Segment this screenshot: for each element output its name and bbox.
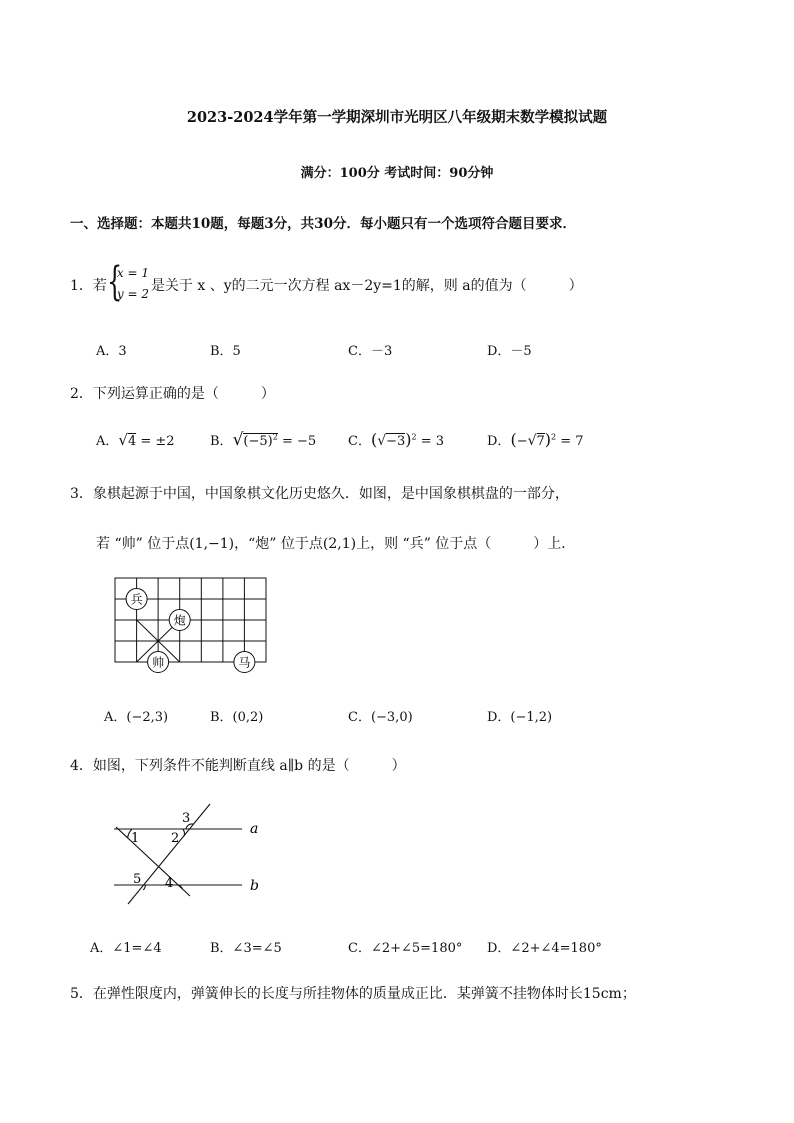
question-3-line2: 若 “帅” 位于点(1,−1)，“炮” 位于点(2,1)上，则 “兵” 位于点（ ）上． [96, 536, 576, 552]
q3-option-a[interactable]: A．(−2,3) [104, 710, 169, 725]
exam-info: 满分：100分 考试时间：90分钟 [300, 166, 494, 181]
q2-a-radicand: 4 [127, 434, 137, 449]
line-a-label: a [250, 821, 259, 837]
angle-4-label: 4 [165, 876, 174, 891]
q2-option-d[interactable]: D．$(-√7)^2 = 7$ [487, 430, 584, 449]
angle-3-label: 3 [182, 811, 191, 826]
q2-d-radicand: 7 [536, 434, 545, 449]
q4-option-c[interactable]: C．∠2+∠5=180° [348, 941, 463, 956]
q2-option-a[interactable]: A．√4 = ±2 [96, 431, 175, 449]
question-4: 4．如图，下列条件不能判断直线 a∥b 的是（ ） [70, 758, 406, 774]
piece-shuai-label: 帅 [152, 655, 165, 670]
q4-option-a[interactable]: A．∠1=∠4 [90, 941, 162, 956]
q4-option-b[interactable]: B．∠3=∠5 [210, 941, 282, 956]
q2-c-exponent: 2 [411, 432, 417, 442]
line-b-label: b [250, 878, 259, 894]
question-2: 2．下列运算正确的是（ ） [70, 386, 275, 402]
parallel-lines-diagram [108, 800, 278, 910]
q3-option-c[interactable]: C．(−3,0) [348, 710, 413, 725]
q1-option-b[interactable]: B．5 [210, 344, 241, 359]
angle-5-label: 5 [133, 872, 142, 887]
question-3-line1: 3．象棋起源于中国，中国象棋文化历史悠久．如图，是中国象棋棋盘的一部分， [70, 486, 569, 502]
q2-a-label: A． [96, 434, 119, 449]
angle-1-label: 1 [131, 831, 140, 846]
question-5: 5．在弹性限度内，弹簧伸长的长度与所挂物体的质量成正比．某弹簧不挂物体时长15cm； [70, 986, 636, 1002]
piece-bing-label: 兵 [130, 592, 143, 607]
page-title: 2023-2024学年第一学期深圳市光明区八年级期末数学模拟试题 [186, 109, 608, 126]
chess-board-diagram [110, 574, 270, 674]
q3-option-d[interactable]: D．(−1,2) [487, 710, 553, 725]
piece-pao [169, 610, 190, 631]
q1-option-d[interactable]: D．－5 [487, 344, 532, 359]
piece-ma [234, 652, 255, 673]
q2-b-label: B． [210, 434, 233, 449]
q1-sys-line1: x = 1 [116, 266, 150, 280]
section-heading: 一、选择题：本题共10题，每题3分，共30分．每小题只有一个选项符合题目要求． [70, 216, 576, 232]
q1-equation-system: { x = 1 y = 2 [106, 259, 150, 305]
q1-option-a[interactable]: A．3 [96, 344, 127, 359]
q2-c-rest: = 3 [416, 434, 445, 449]
q1-prefix: 1．若 [70, 278, 107, 294]
q2-option-c[interactable]: C．$(√-3)^2 = 3$ [348, 430, 445, 449]
q2-c-label: C． [348, 434, 371, 449]
piece-shuai [148, 652, 169, 673]
question-1 [70, 259, 583, 306]
q2-d-rest: = 7 [556, 434, 584, 449]
q2-c-radicand: −3 [386, 434, 406, 449]
piece-ma-label: 马 [238, 655, 251, 670]
q3-option-b[interactable]: B．(0,2) [210, 710, 264, 725]
piece-bing [126, 589, 147, 610]
q2-option-b[interactable]: B．$√(-5)^2 = -5$ [210, 430, 317, 450]
q2-b-exponent: 2 [272, 432, 278, 442]
q2-b-rest: = −5 [277, 434, 317, 449]
angle-2-label: 2 [171, 831, 180, 846]
q4-option-d[interactable]: D．∠2+∠4=180° [487, 941, 602, 956]
q1-text: 是关于 x 、y的二元一次方程 ax－2y=1的解，则 a的值为（ ） [150, 278, 583, 294]
q2-d-label: D． [487, 434, 511, 449]
piece-pao-label: 炮 [173, 613, 186, 628]
q2-d-exponent: 2 [551, 432, 557, 442]
q1-option-c[interactable]: C．－3 [348, 344, 393, 359]
q1-sys-line2: y = 2 [116, 287, 150, 301]
q2-a-rest: = ±2 [136, 434, 175, 449]
q2-b-radicand: (−5) [243, 434, 273, 449]
